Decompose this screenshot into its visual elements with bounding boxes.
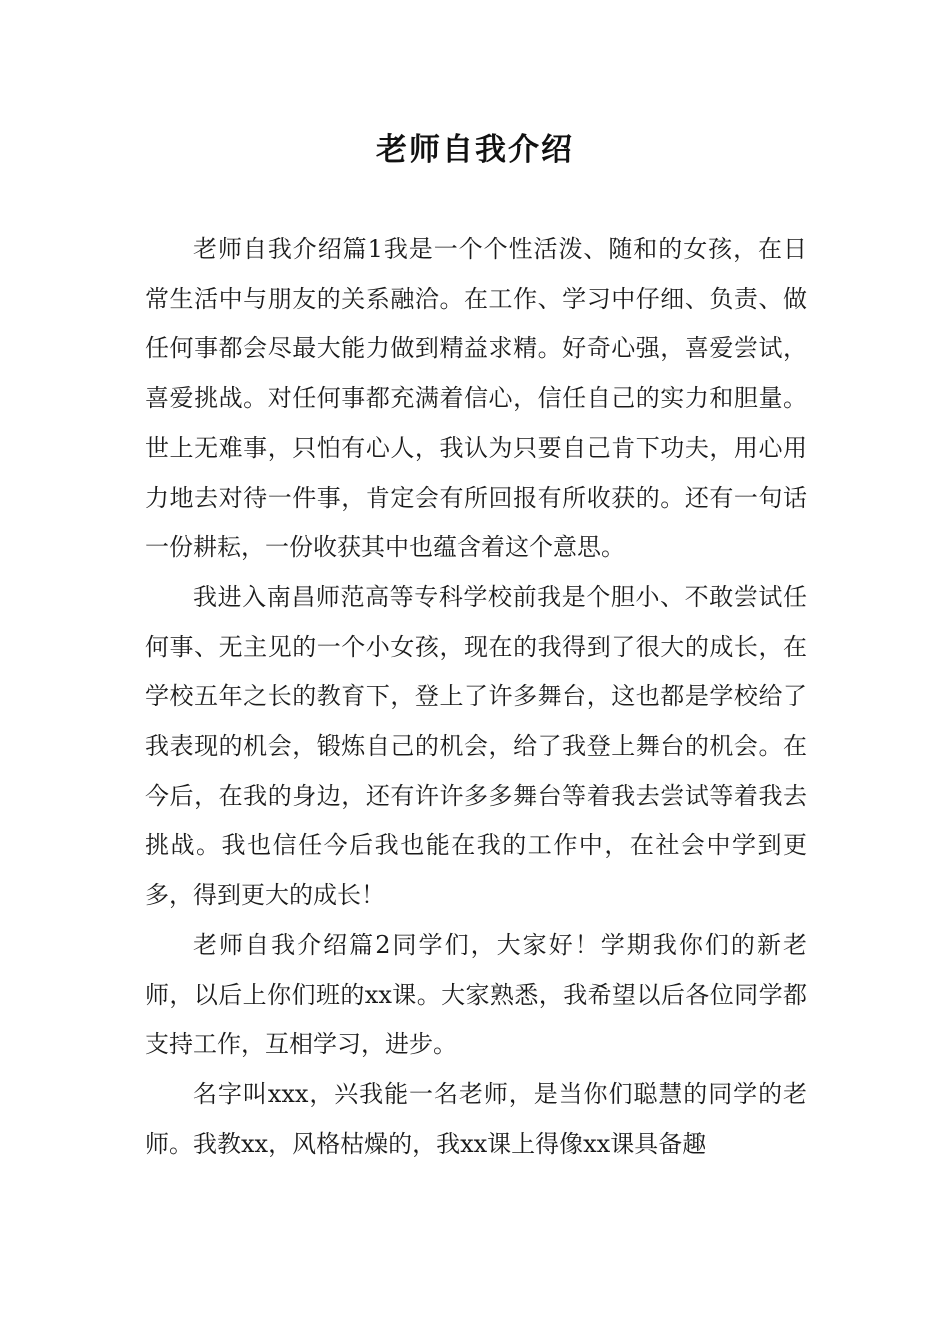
paragraph-3: 老师自我介绍篇2同学们，大家好！学期我你们的新老师，以后上你们班的xx课。大家熟悉，我希望以后各位同学都支持工作，互相学习，进步。: [145, 930, 807, 1059]
paragraph-2: 我进入南昌师范高等专科学校前我是个胆小、不敢尝试任何事、无主见的一个小女孩，现在的我得到了很大的成长，在学校五年之长的教育下，登上了许多舞台，这也都是学校给了我表现的机会，锻炼自己的机会，给了我登上舞台的机会。在今后，在我的身边，还有许许多多舞台等着我去尝试等着我去挑战。我也信任今后我也能在我的工作中，在社会中学到更多，得到更大的成长！: [145, 582, 807, 910]
document-title: 老师自我介绍: [376, 132, 574, 168]
paragraph-4: 名字叫xxx，兴我能一名老师，是当你们聪慧的同学的老师。我教xx，风格枯燥的，我xx课上得像xx课具备趣: [145, 1079, 807, 1158]
paragraph-1: 老师自我介绍篇1我是一个个性活泼、随和的女孩，在日常生活中与朋友的关系融洽。在工作、学习中仔细、负责、做任何事都会尽最大能力做到精益求精。好奇心强，喜爱尝试，喜爱挑战。对任何事都充满着信心，信任自己的实力和胆量。世上无难事，只怕有心人，我认为只要自己肯下功夫，用心用力地去对待一件事，肯定会有所回报有所收获的。还有一句话一份耕耘，一份收获其中也蕴含着这个意思。: [145, 235, 807, 562]
document-body: [145, 225, 807, 1169]
